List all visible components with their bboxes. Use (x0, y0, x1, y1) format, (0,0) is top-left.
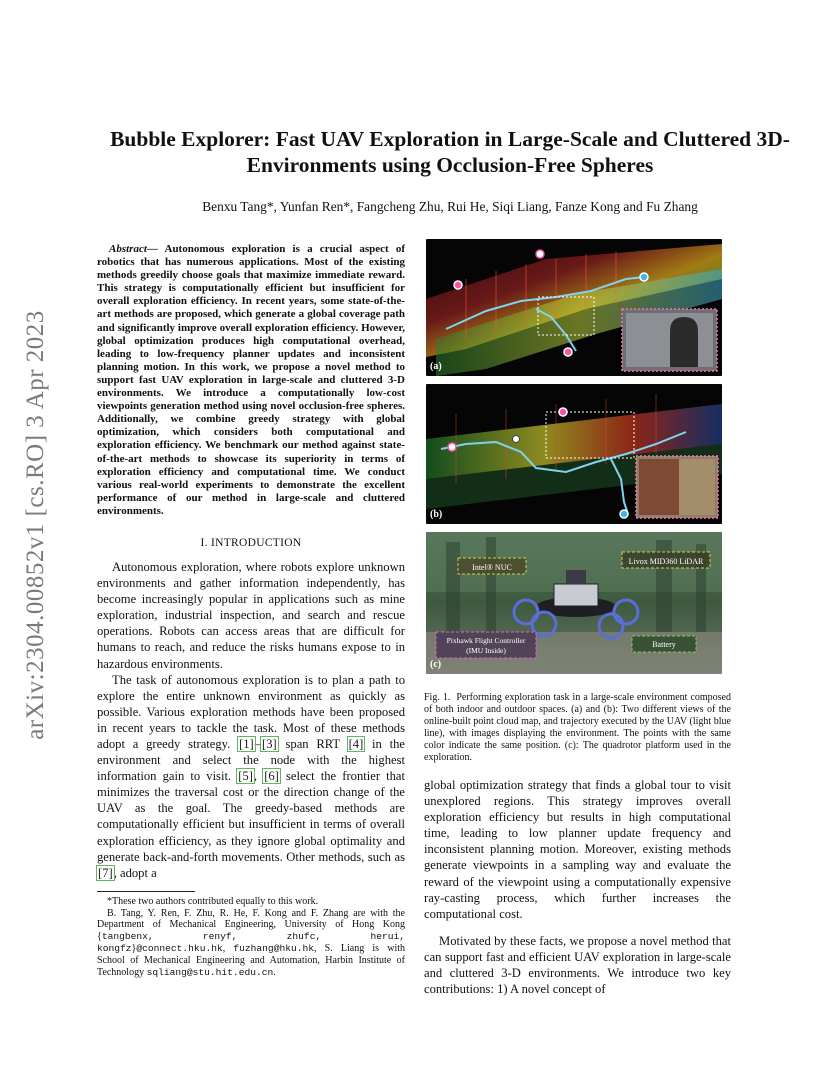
panel-tag-b: (b) (430, 509, 443, 520)
affiliation-text: B. Tang, Y. Ren, F. Zhu, R. He, F. Kong and F. Zhang are with the Department of Mechanical Engineering, University of Hong Kong { (97, 907, 405, 943)
arxiv-stamp (14, 290, 58, 760)
affiliation-text: . (273, 966, 276, 978)
figure-panel-c (426, 532, 722, 674)
abstract-label: Abstract (109, 243, 147, 255)
citation-3[interactable]: [3] (262, 737, 277, 751)
left-column (97, 243, 405, 978)
abstract (97, 243, 405, 518)
paper-authors: Benxu Tang*, Yunfan Ren*, Fangcheng Zhu, Rui He, Siqi Liang, Fanze Kong and Fu Zhang (202, 199, 698, 214)
figure-caption-label: Fig. 1. (424, 692, 451, 703)
intro-p2-text: The task of autonomous exploration is to plan a path to explore the entire unknown environment as quickly as possible. Various exploration methods have been proposed in recent years to tackle the task. Most of these methods adopt a greedy strategy. (97, 672, 405, 751)
right-column (424, 239, 731, 997)
panel-tag-c: (c) (430, 659, 442, 670)
citation-1[interactable]: [1] (239, 737, 254, 751)
label-intel-nuc: Intel® NUC (472, 563, 512, 572)
intro-paragraph-2 (97, 672, 405, 881)
footnote-equal-contribution: *These two authors contributed equally to this work. (107, 895, 319, 907)
label-battery: Battery (652, 640, 676, 649)
intro-paragraph-3: Motivated by these facts, we propose a novel method that can support fast and efficient UAV exploration in large-scale and cluttered 3-D environments. We introduce two key contributions: 1) A novel concept of (424, 933, 731, 997)
affiliation-text: , S. Liang is with School of Mechanical Engineering and Automation, Harbin Institute of Technology (97, 943, 405, 978)
intro-p2-text: – (254, 737, 262, 751)
footnote-rule (97, 891, 195, 892)
abstract-text: Autonomous exploration is a crucial aspect of robotics that has numerous applications. Most of the existing methods greedily choose goals that maximize immediate reward. This strategy is computationally efficient but insufficient for overall exploration efficiency. In recent years, some state-of-the-art methods are proposed, which generate a global coverage path and significantly improve overall exploration efficiency. However, global optimization produces high computational overhead, leading to low-frequency planner updates and inconsistent planning motion. In this work, we propose a novel method to support fast UAV exploration in large-scale and cluttered 3-D environments. We introduce a computationally low-cost viewpoints generation method using novel occlusion-free spheres. Additionally, we combine greedy strategy with global optimization, which considers both computational and exploration efficiency. We benchmark our method against state-of-the-art methods to showcase its superiority in terms of exploration efficiency and computational time. We conduct various real-world experiments to demonstrate the excellent performance of our method in large-scale and cluttered environments. (97, 243, 405, 517)
figure-panel-a (426, 239, 722, 376)
figure-caption-text: Performing exploration task in a large-scale environment composed of both indoor and outdoor spaces. (a) and (b): Two different views of the online-built point cloud map, and trajectory executed by the UAV (light blue line), with images displaying the environment. The points with the same color indicate the same position. (c): The quadrotor platform used in the exploration. (424, 692, 731, 763)
pointcloud-view-a (426, 239, 722, 376)
label-pixhawk-imu: (IMU Inside) (466, 646, 506, 655)
abstract-dash: — (146, 243, 165, 255)
email-fu-zhang: fuzhang@hku.hk (233, 943, 314, 955)
intro-p2-text: , (253, 769, 264, 784)
right-column-body (424, 777, 731, 997)
arxiv-identifier: arXiv:2304.00852v1 [cs.RO] 3 Apr 2023 (22, 310, 50, 740)
citation-7[interactable]: [7] (98, 865, 113, 880)
email-list-hku: tangbenx, renyf, zhufc, herui, kongfz (97, 931, 405, 955)
pointcloud-view-b (426, 384, 722, 524)
intro-p2-text: select the frontier that minimizes the traversal cost or the direction change of the UAV as the goal. The greedy-based methods are computationally efficient but insufficient in terms of overall exploration efficiency, as they ignore global optimality and generate back-and-forth movements. Other methods, such as (97, 769, 406, 864)
affiliation-text: , (222, 943, 234, 955)
citation-5[interactable]: [5] (238, 769, 253, 784)
citation-6[interactable]: [6] (264, 769, 279, 784)
footnote-affiliations (97, 908, 405, 979)
intro-p2-text: , adopt a (113, 865, 157, 880)
intro-p2-text: span RRT (277, 737, 348, 751)
paper-title: Bubble Explorer: Fast UAV Exploration in Large-Scale and Cluttered 3D-Environments using Occlusion-Free Spheres (110, 127, 790, 177)
intro-paragraph-1: Autonomous exploration, where robots explore unknown environments and gather information independently, has become increasingly popular in applications such as mine exploration, industrial inspection, and search and rescue operations. Robots can access areas that are difficult for humans to reach, and reduce the risks humans expose to in hazardous environments. (97, 559, 405, 671)
section-heading-introduction: I. INTRODUCTION (200, 536, 302, 549)
citation-4[interactable]: [4] (348, 737, 364, 751)
label-pixhawk: Pixhawk Flight Controller (446, 636, 526, 645)
intro-paragraph-continued: global optimization strategy that finds a global tour to visit unexplored regions. This strategy improves overall exploration efficiency but results in high computational time, leading to low planner update frequency and inconsistent planning motion. Moreover, existing methods generate viewpoints in a sampling way and evaluate the reward of the viewpoint using a computationally expensive ray-casting process, which further increases the computational cost. (424, 778, 731, 921)
email-domain-connect: @connect.hku.hk (136, 943, 223, 955)
label-livox-lidar: Livox MID360 LiDAR (628, 557, 704, 566)
figure-caption (424, 692, 731, 764)
intro-p2-text: in the environment and select the node with the highest information gain to visit. (97, 737, 405, 784)
email-siqi-liang: sqliang@stu.hit.edu.cn (146, 966, 274, 978)
panel-tag-a: (a) (430, 361, 442, 372)
figure-panel-b (426, 384, 722, 524)
quadrotor-photo (426, 532, 722, 674)
affiliation-text: } (131, 943, 137, 955)
